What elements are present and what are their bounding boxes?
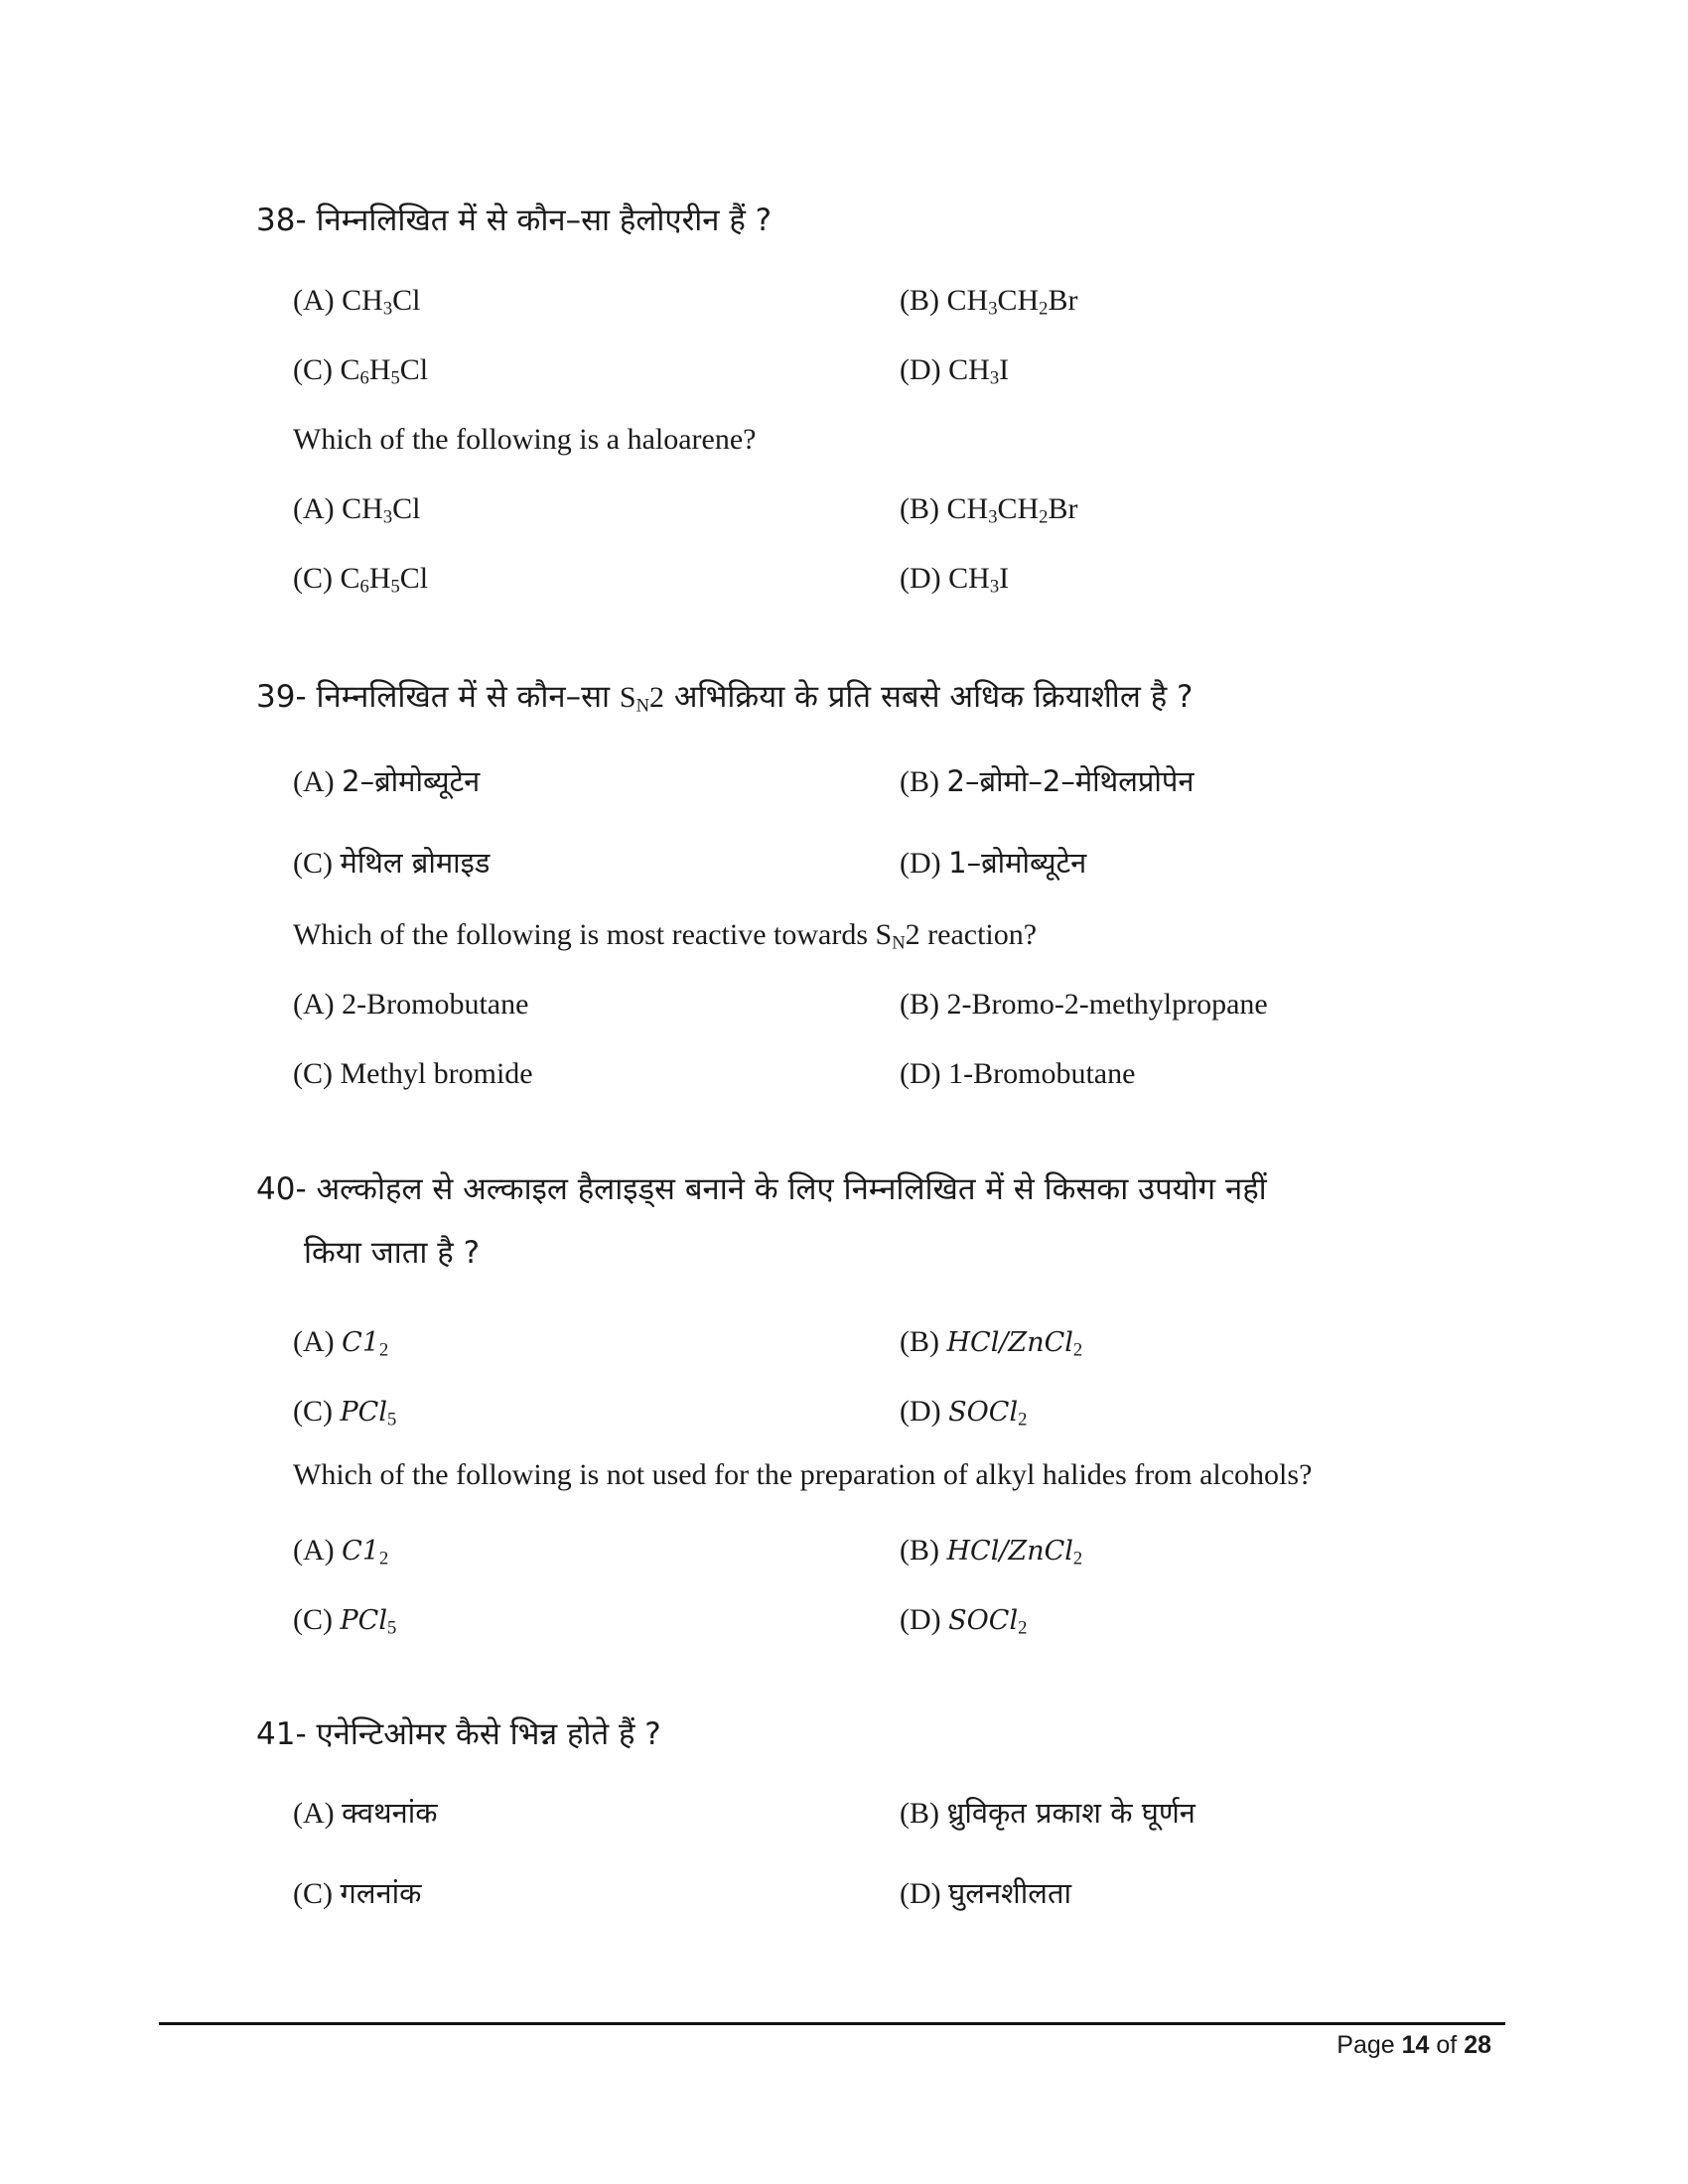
q40-en-option-a[interactable]: (A) $C1_2$: [293, 1534, 389, 1570]
q39-en-option-a[interactable]: (A) 2-Bromobutane: [293, 988, 529, 1021]
q38-hi-option-c[interactable]: (C) $C_6H_5Cl$: [293, 353, 429, 389]
q38-hi-option-b[interactable]: (B) $CH_3CH_2Br$: [900, 284, 1078, 320]
q38-en-option-d[interactable]: (D) $CH_3I$: [900, 562, 1010, 598]
q40-hi-option-d[interactable]: (D) SOCl$_2$: [900, 1395, 1028, 1431]
q40-en-option-c[interactable]: (C) PCl$_5$: [293, 1603, 397, 1639]
q39-hi-option-d[interactable]: (D) 1–ब्रोमोब्यूटेन: [900, 846, 1087, 880]
q38-en-option-b[interactable]: (B) $CH_3CH_2Br$: [900, 492, 1078, 528]
q38-hi-option-a[interactable]: (A) $CH_3Cl$: [293, 284, 421, 320]
q39-hi-option-a[interactable]: (A) 2–ब्रोमोब्यूटेन: [293, 764, 481, 798]
q40-hi-option-c[interactable]: (C) PCl$_5$: [293, 1395, 397, 1431]
question-40-hindi: 40- अल्कोहल से अल्काइल हैलाइड्स बनाने के लिए निम्नलिखित में से किसका उपयोग नहीं किया जाता है ?: [256, 1171, 1267, 1271]
q40-en-option-b[interactable]: (B) HCl/ZnCl$_2$: [900, 1534, 1083, 1570]
q40-hi-option-b[interactable]: (B) HCl/ZnCl$_2$: [900, 1325, 1083, 1361]
q40-hi-option-a[interactable]: (A) $C1_2$: [293, 1325, 389, 1361]
q41-hi-option-d[interactable]: (D) घुलनशीलता: [900, 1876, 1071, 1910]
q41-hi-option-c[interactable]: (C) गलनांक: [293, 1876, 422, 1910]
q41-hi-option-b[interactable]: (B) ध्रुविकृत प्रकाश के घूर्णन: [900, 1796, 1196, 1830]
q39-en-option-c[interactable]: (C) Methyl bromide: [293, 1057, 533, 1090]
q39-hi-option-b[interactable]: (B) 2–ब्रोमो–2–मेथिलप्रोपेन: [900, 764, 1195, 798]
q38-hi-option-d[interactable]: (D) $CH_3I$: [900, 353, 1010, 389]
question-38-hindi: 38- निम्नलिखित में से कौन–सा हैलोएरीन हैं ?: [256, 203, 773, 238]
q39-hi-option-c[interactable]: (C) मेथिल ब्रोमाइड: [293, 846, 491, 880]
question-39-hindi: 39- निम्नलिखित में से कौन–सा $S_N2$ अभिक्रिया के प्रति सबसे अधिक क्रियाशील है ?: [256, 679, 1194, 717]
question-40-english: Which of the following is not used for the preparation of alkyl halides from alcohols?: [293, 1458, 1313, 1491]
q38-en-option-a[interactable]: (A) $CH_3Cl$: [293, 492, 421, 528]
q38-en-option-c[interactable]: (C) $C_6H_5Cl$: [293, 562, 429, 598]
question-38-english: Which of the following is a haloarene?: [293, 423, 757, 456]
page-number: Page 14 of 28: [1336, 2031, 1491, 2059]
q41-hi-option-a[interactable]: (A) क्वथनांक: [293, 1796, 438, 1830]
footer-divider: [159, 2022, 1505, 2025]
q39-en-option-b[interactable]: (B) 2-Bromo-2-methylpropane: [900, 988, 1268, 1021]
question-39-english: Which of the following is most reactive towards $S_N2$ reaction?: [293, 918, 1038, 954]
q39-en-option-d[interactable]: (D) 1-Bromobutane: [900, 1057, 1136, 1090]
question-41-hindi: 41- एनेन्टिओमर कैसे भिन्न होते हैं ?: [256, 1716, 661, 1752]
q40-en-option-d[interactable]: (D) SOCl$_2$: [900, 1603, 1028, 1639]
